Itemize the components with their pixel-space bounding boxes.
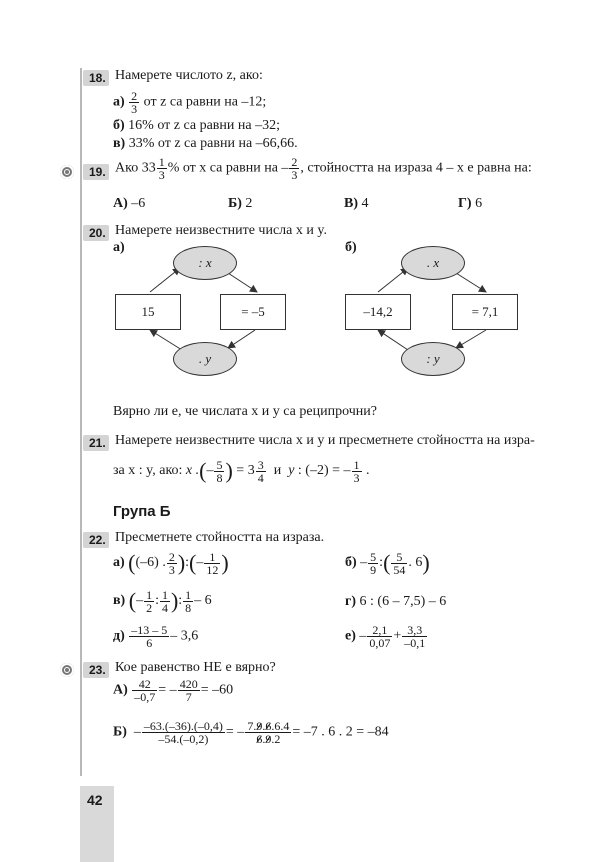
- numerator: 1: [353, 457, 360, 472]
- q21-intro: за x : y, ако:: [113, 463, 183, 479]
- denominator: –54.(–0,2): [158, 732, 209, 746]
- numerator: 2: [131, 89, 138, 103]
- fraction: [129, 624, 169, 649]
- q18-a-text: от z са равни на –12;: [143, 94, 267, 110]
- q18-a-label: а): [113, 94, 125, 110]
- denominator: 3: [131, 102, 138, 116]
- fraction: [352, 459, 362, 484]
- fraction: [183, 589, 193, 614]
- diagram-b-bottom-node: : y: [401, 342, 465, 376]
- paren: (: [199, 458, 207, 483]
- q20-a-label: а): [113, 240, 125, 255]
- numerator: –13 – 5: [131, 623, 168, 637]
- fraction: [160, 589, 170, 614]
- denominator: –0,1: [404, 636, 426, 650]
- fraction: [256, 459, 266, 484]
- diagram-a-bottom-node: . y: [173, 342, 237, 376]
- fraction: [402, 624, 427, 649]
- paren: (: [128, 588, 137, 613]
- option-label: В): [344, 196, 358, 211]
- page-number: 42: [87, 792, 103, 808]
- label: г): [345, 594, 357, 609]
- q19-mid: % от x са равни на –: [167, 160, 289, 176]
- paren: (: [383, 550, 391, 575]
- denominator: 7: [185, 690, 192, 704]
- fraction: [245, 720, 291, 745]
- denominator: 8: [185, 600, 192, 615]
- q18-text: Намерете числото z, ако:: [115, 68, 263, 83]
- numerator: 420: [179, 677, 198, 691]
- question-number-22: 22.: [83, 532, 109, 548]
- numerator: 42: [132, 678, 157, 691]
- fraction: [391, 551, 407, 576]
- fraction: [368, 551, 378, 576]
- fraction: [142, 720, 225, 745]
- numerator: 5: [216, 457, 223, 472]
- numerator: 3,3: [402, 624, 427, 637]
- cancel: 9: [256, 719, 263, 733]
- q22-a: а) ((–6) . $\frac{2}{3}$ ):(– $\frac{1}{12}$ ): [113, 549, 229, 577]
- option-value: 2: [245, 196, 253, 211]
- fraction: [204, 551, 220, 576]
- paren: ): [225, 458, 233, 483]
- diagram-a-top-node: : x: [173, 246, 237, 280]
- diagram-a-right-box: = –5: [220, 294, 286, 330]
- denominator: 8: [216, 470, 223, 485]
- q23-a-result: = –60: [200, 682, 234, 698]
- fraction: [144, 589, 154, 614]
- option-value: –6: [131, 196, 146, 211]
- q22-d-text: 6 : (6 – 7,5) – 6: [359, 594, 447, 609]
- numerator: 5: [370, 549, 377, 564]
- label: е): [345, 628, 356, 644]
- option-value: 6: [475, 196, 483, 211]
- denominator: 3: [353, 470, 360, 485]
- denominator: 54: [393, 562, 406, 577]
- denominator: 6.9.2: [256, 732, 281, 746]
- label: А): [113, 682, 128, 698]
- denominator: 4: [257, 470, 264, 485]
- q21-line1: Намерете неизвестните числа x и y и пресметнете стойността на изра-: [115, 433, 535, 448]
- q21-equation: x .: [185, 463, 200, 479]
- numerator: 1: [161, 587, 168, 602]
- numerator: 2: [168, 549, 175, 564]
- denominator: 12: [206, 562, 219, 577]
- numerator: 2: [291, 155, 298, 169]
- q23-a: А) $\frac{42}{-0,7}$ = – $\frac{420}{7}$ = –60: [113, 677, 234, 704]
- numerator: 1: [146, 587, 153, 602]
- option-label: А): [113, 196, 128, 211]
- q20-b-label: б): [345, 240, 357, 255]
- paren: ): [422, 550, 430, 575]
- q23-b: Б) – $\frac{-63.(-36).(-0,4)}{-54.(-0,2)}$ = – $\frac{7.9.6.6.4}{6.9.2}$ = –7 . 6 . 2 = –84: [113, 719, 389, 746]
- option-value: 4: [361, 196, 369, 211]
- question-number-23: 23.: [83, 662, 109, 678]
- diagram-a-left-box: 15: [115, 294, 181, 330]
- q19-pre: Ако 33: [115, 160, 156, 176]
- option-label: Б): [228, 196, 242, 211]
- question-number-18: 18.: [83, 70, 109, 86]
- fraction: [167, 551, 177, 576]
- fraction: [214, 459, 224, 484]
- numerator: 5: [391, 551, 407, 564]
- denominator: 4: [161, 600, 168, 615]
- numerator: –63.(–36).(–0,4): [143, 719, 223, 733]
- label: в): [113, 593, 126, 609]
- diagram-b-left-box: –14,2: [345, 294, 411, 330]
- q22-b: б) – $\frac{5}{9}$ :( $\frac{5}{54}$ . 6): [345, 549, 430, 577]
- q23-text: Кое равенство НЕ е вярно?: [115, 660, 276, 675]
- fraction: [132, 678, 157, 703]
- q20-question: Вярно ли е, че числата x и y са реципрочни?: [113, 404, 377, 419]
- paren: (: [128, 550, 136, 575]
- numerator: 1: [204, 551, 220, 564]
- y: y: [288, 463, 295, 479]
- fraction: [178, 678, 200, 703]
- question-number-20: 20.: [83, 225, 109, 241]
- label: а): [113, 555, 125, 571]
- q22-c: в) (– $\frac{1}{2}$ : $\frac{1}{4}$ ): $\frac{1}{8}$ – 6: [113, 587, 212, 615]
- numerator: 7.9.6.6.4: [247, 719, 290, 733]
- diagram-b-top-node: . x: [401, 246, 465, 280]
- label: б): [345, 555, 357, 571]
- q22-e: [113, 624, 198, 649]
- q21-line2: за x : y, ако: x .(– $\frac{5}{8}$ ) = 3 $\frac{3}{4}$ и y : (–2) = – $\frac{1}{3}$ .: [113, 457, 370, 485]
- denominator: 3: [168, 562, 175, 577]
- fraction: [367, 624, 392, 649]
- denominator: 0,07: [369, 636, 391, 650]
- cancel: 6: [256, 732, 263, 746]
- numerator: 1: [158, 155, 165, 169]
- paren: ): [177, 550, 186, 575]
- q20-text: Намерете неизвестните числа x и y.: [115, 223, 327, 238]
- denominator: 3: [291, 168, 298, 182]
- paren: (: [189, 550, 197, 575]
- q18-c-label: в): [113, 136, 126, 151]
- denominator: –0,7: [134, 690, 156, 704]
- q22-text: Пресметнете стойността на израза.: [115, 530, 325, 545]
- denominator: 6: [146, 636, 153, 650]
- q18-c-text: 33% от z са равни на –66,66.: [128, 136, 298, 151]
- q22-e-tail: – 3,6: [170, 628, 199, 644]
- numerator: 2,1: [367, 624, 392, 637]
- label: Б): [113, 724, 127, 740]
- paren: ): [221, 550, 229, 575]
- denominator: 3: [158, 168, 165, 182]
- question-number-19: 19.: [83, 164, 109, 180]
- cancel: 6: [265, 719, 272, 733]
- q18-b-label: б): [113, 118, 125, 133]
- label: д): [113, 628, 125, 644]
- q23-b-result: = –7 . 6 . 2 = –84: [292, 724, 389, 740]
- question-number-21: 21.: [83, 435, 109, 451]
- q22-f: е) – $\frac{2,1}{0,07}$ + $\frac{3,3}{-0,1}$: [345, 623, 426, 650]
- q22-d: [345, 594, 446, 610]
- group-title: Група Б: [113, 503, 171, 520]
- numerator: 1: [185, 587, 192, 602]
- paren: ): [170, 588, 179, 613]
- diagram-b-right-box: = 7,1: [452, 294, 518, 330]
- q18-b-text: 16% от z са равни на –32;: [128, 118, 280, 133]
- denominator: 2: [146, 600, 153, 615]
- denominator: 9: [370, 562, 377, 577]
- numerator: 3: [257, 457, 264, 472]
- target-icon: [60, 663, 74, 677]
- option-label: Г): [458, 196, 472, 211]
- q19-post: , стойността на израза 4 – x е равна на:: [300, 160, 532, 176]
- cancel: 9: [265, 732, 272, 746]
